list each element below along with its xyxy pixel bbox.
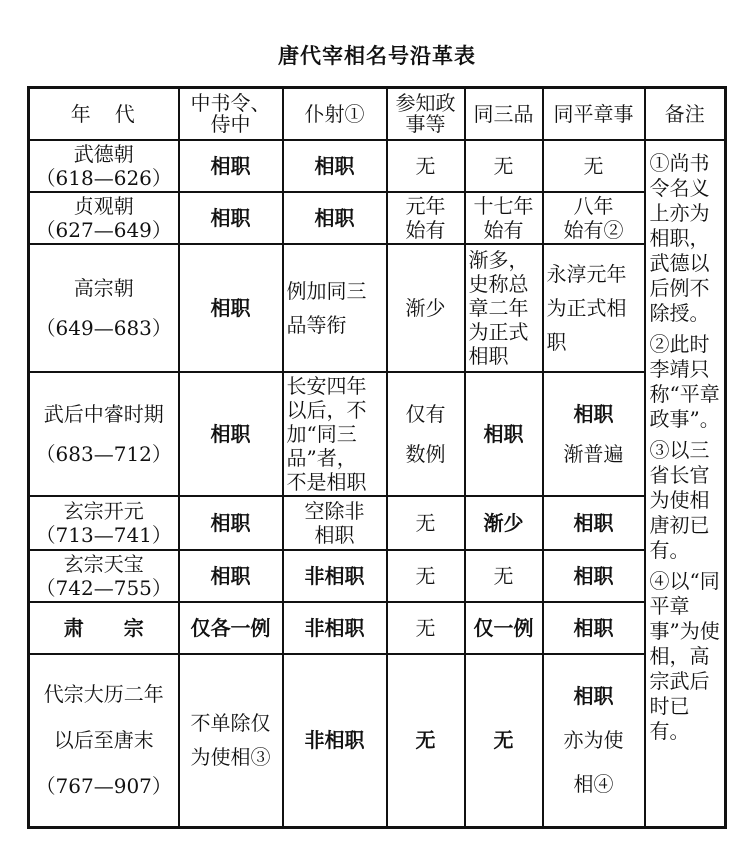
tongping-cell: 相职 亦为使 相④: [543, 654, 645, 828]
note-item: ④以“同平章事”为使相，高宗武后时已有。: [649, 568, 720, 743]
tongsanpin-cell: 无: [465, 140, 543, 192]
table-row: [29, 496, 726, 550]
pushe-cell: 相职: [283, 140, 387, 192]
pushe-cell: 相职: [283, 192, 387, 244]
zhongshu-cell: 相职: [179, 550, 283, 602]
pushe-cell: 非相职: [283, 654, 387, 828]
tongsanpin-cell: 渐少: [465, 496, 543, 550]
zhongshu-cell: 相职: [179, 140, 283, 192]
header-canzhi: 参知政 事等: [387, 88, 465, 140]
zhongshu-cell: 仅各一例: [179, 602, 283, 654]
era-cell: 贞观朝 （627—649）: [29, 192, 179, 244]
tongping-cell: 相职: [543, 550, 645, 602]
table-row: [29, 372, 726, 496]
canzhi-cell: 无: [387, 550, 465, 602]
header-tongsanpin: 同三品: [465, 88, 543, 140]
zhongshu-cell: 相职: [179, 496, 283, 550]
zhongshu-cell: 相职: [179, 192, 283, 244]
canzhi-cell: 仅有 数例: [387, 372, 465, 496]
tongsanpin-cell: 无: [465, 654, 543, 828]
pushe-cell: 空除非 相职: [283, 496, 387, 550]
tongping-cell: 相职: [543, 602, 645, 654]
pushe-cell: 长安四年 以后，不 加“同三 品”者， 不是相职: [283, 372, 387, 496]
tongsanpin-cell: 仅一例: [465, 602, 543, 654]
table-row: [29, 192, 726, 244]
era-cell: 肃 宗: [29, 602, 179, 654]
pushe-cell: 非相职: [283, 550, 387, 602]
tongping-cell: 相职: [543, 496, 645, 550]
header-notes: 备注: [645, 88, 726, 140]
table-row: [29, 654, 726, 828]
chancellor-title-table: [27, 86, 727, 829]
header-row: [29, 88, 726, 140]
tongping-cell: 永淳元年 为正式相 职: [543, 244, 645, 372]
canzhi-cell: 无: [387, 140, 465, 192]
era-cell: 武后中睿时期 （683—712）: [29, 372, 179, 496]
table-row: [29, 140, 726, 192]
era-cell: 代宗大历二年 以后至唐末 （767—907）: [29, 654, 179, 828]
tongping-cell: 相职 渐普遍: [543, 372, 645, 496]
canzhi-cell: 无: [387, 496, 465, 550]
pushe-cell: 非相职: [283, 602, 387, 654]
notes-cell: [645, 140, 726, 828]
era-cell: 高宗朝 （649—683）: [29, 244, 179, 372]
tongping-cell: 无: [543, 140, 645, 192]
era-cell: 玄宗开元 （713—741）: [29, 496, 179, 550]
era-cell: 玄宗天宝 （742—755）: [29, 550, 179, 602]
canzhi-cell: 无: [387, 602, 465, 654]
pushe-cell: 例加同三 品等衔: [283, 244, 387, 372]
zhongshu-cell: 不单除仅 为使相③: [179, 654, 283, 828]
tongsanpin-cell: 渐多， 史称总 章二年 为正式 相职: [465, 244, 543, 372]
canzhi-cell: 元年 始有: [387, 192, 465, 244]
header-pushe: 仆射①: [283, 88, 387, 140]
canzhi-cell: 渐少: [387, 244, 465, 372]
tongsanpin-cell: 无: [465, 550, 543, 602]
table-row: [29, 602, 726, 654]
page-title: 唐代宰相名号沿革表: [278, 44, 476, 68]
header-zhongshu: 中书令、 侍中: [179, 88, 283, 140]
header-tongping: 同平章事: [543, 88, 645, 140]
zhongshu-cell: 相职: [179, 372, 283, 496]
note-item: ③以三省长官为使相唐初已有。: [649, 437, 710, 562]
table-row: [29, 244, 726, 372]
note-item: ①尚书令名义上亦为相职，武德以后例不除授。: [649, 150, 710, 325]
era-cell: 武德朝 （618—626）: [29, 140, 179, 192]
note-item: ②此时李靖只称“平章政事”。: [649, 331, 720, 431]
tongsanpin-cell: 十七年 始有: [465, 192, 543, 244]
header-era: 年 代: [29, 88, 179, 140]
tongping-cell: 八年 始有②: [543, 192, 645, 244]
canzhi-cell: 无: [387, 654, 465, 828]
zhongshu-cell: 相职: [179, 244, 283, 372]
table-row: [29, 550, 726, 602]
tongsanpin-cell: 相职: [465, 372, 543, 496]
